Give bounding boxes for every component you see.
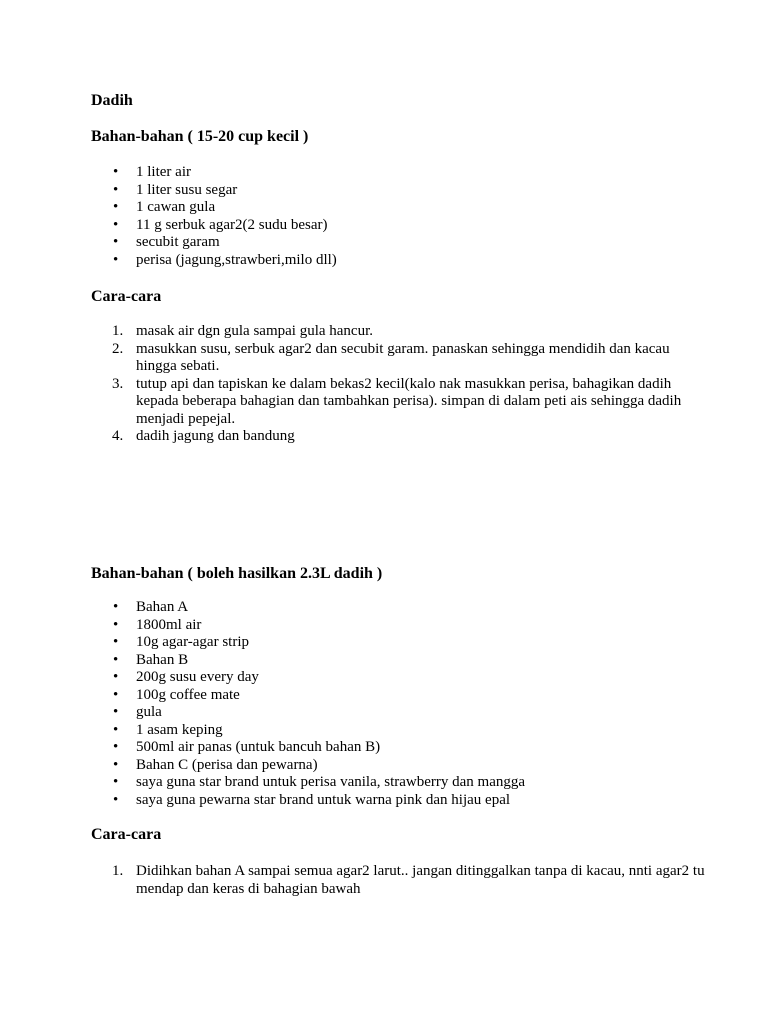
list-item: • 200g susu every day — [91, 669, 711, 687]
list-item: • 1 liter susu segar — [91, 182, 711, 200]
method-list-2 — [91, 863, 711, 898]
list-item — [91, 376, 711, 429]
list-item: • 100g coffee mate — [91, 687, 711, 705]
list-item: • 1800ml air — [91, 617, 711, 635]
list-item: • 1 cawan gula — [91, 199, 711, 217]
list-item: • 500ml air panas (untuk bancuh bahan B) — [91, 739, 711, 757]
list-item: • secubit garam — [91, 234, 711, 252]
list-item: • 11 g serbuk agar2(2 sudu besar) — [91, 217, 711, 235]
document-title: Dadih — [91, 92, 133, 109]
list-item: • Bahan B — [91, 652, 711, 670]
step-text: dadih jagung dan bandung — [136, 428, 295, 444]
step-number: 2. — [112, 340, 124, 357]
list-item — [91, 341, 711, 376]
step-text: masukkan susu, serbuk agar2 dan secubit garam. panaskan sehingga mendidih dan kacau hingga sebati. — [136, 340, 670, 374]
list-item: • 1 liter air — [91, 164, 711, 182]
ingredients-list-1 — [91, 164, 711, 269]
step-number: 1. — [112, 323, 124, 339]
list-item: • gula — [91, 704, 711, 722]
list-item — [91, 323, 711, 341]
method-list-1 — [91, 323, 711, 446]
step-text: tutup api dan tapiskan ke dalam bekas2 kecil(kalo nak masukkan perisa, bahagikan dadih kepada beberapa bahagian dan tambahkan perisa). simpan di dalam peti ais sehingga dadih menjadi pepejal. — [136, 375, 682, 427]
step-number: 3. — [112, 375, 124, 392]
list-item: • saya guna star brand untuk perisa vanila, strawberry dan mangga — [91, 774, 711, 792]
list-item: • perisa (jagung,strawberi,milo dll) — [91, 252, 711, 270]
step-text: masak air dgn gula sampai gula hancur. — [136, 323, 374, 339]
list-item: • 1 asam keping — [91, 722, 711, 740]
step-text: Didihkan bahan A sampai semua agar2 larut.. jangan ditinggalkan tanpa di kacau, nnti agar2 tu mendap dan keras di bahagian bawah — [136, 863, 705, 897]
step-number: 1. — [112, 863, 124, 879]
method-heading-2: Cara-cara — [91, 826, 162, 843]
ingredients-list-2 — [91, 599, 711, 809]
list-item: • 10g agar-agar strip — [91, 634, 711, 652]
ingredients-heading-1: Bahan-bahan ( 15-20 cup kecil ) — [91, 128, 309, 145]
list-item — [91, 428, 711, 446]
list-item: • Bahan A — [91, 599, 711, 617]
method-heading-1: Cara-cara — [91, 288, 162, 305]
list-item: • Bahan C (perisa dan pewarna) — [91, 757, 711, 775]
step-number: 4. — [112, 428, 124, 444]
list-item — [91, 863, 711, 898]
list-item: • saya guna pewarna star brand untuk warna pink dan hijau epal — [91, 792, 711, 810]
ingredients-heading-2: Bahan-bahan ( boleh hasilkan 2.3L dadih ) — [91, 565, 383, 582]
